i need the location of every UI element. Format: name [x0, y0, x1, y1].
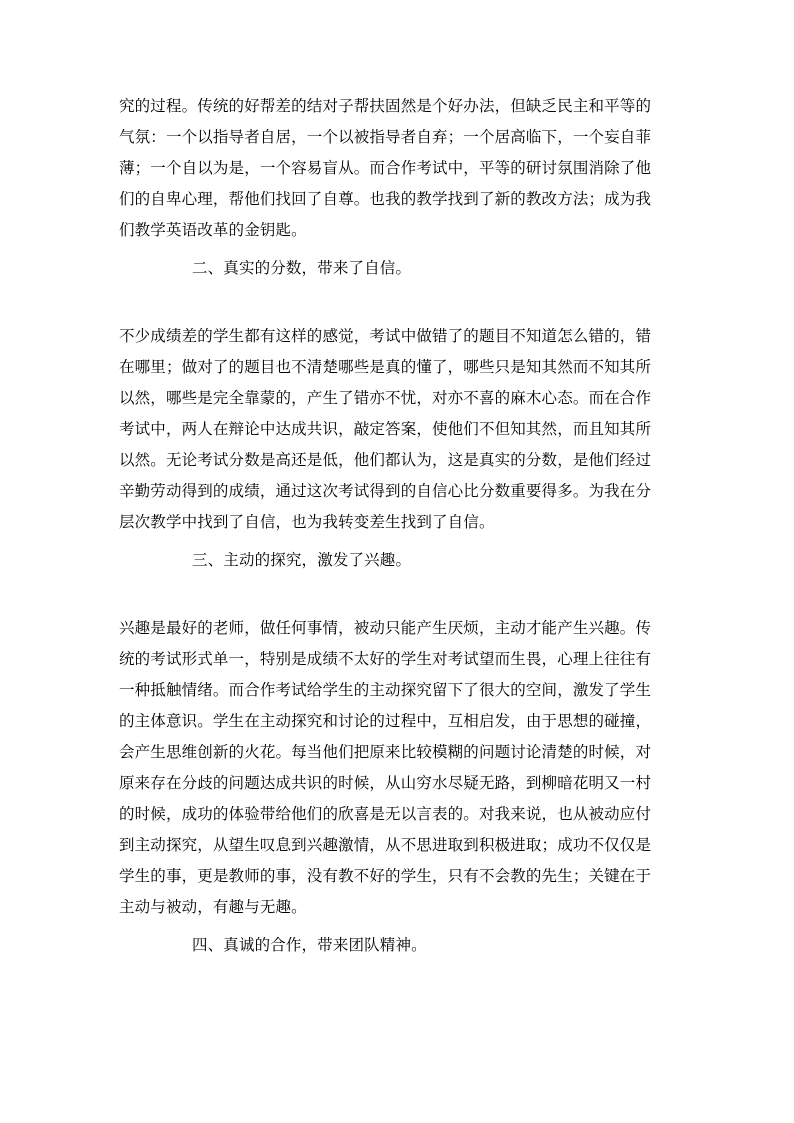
- section-heading-2: 二、真实的分数，带来了自信。: [192, 259, 412, 277]
- section-heading-4: 四、真诚的合作，带来团队精神。: [192, 936, 427, 954]
- paragraph-line: 学生的事，更是教师的事，没有教不好的学生，只有不会教的先生；关键在于: [119, 867, 652, 885]
- paragraph-line: 以然，哪些是完全靠蒙的，产生了错亦不忧，对亦不喜的麻木心态。而在合作: [119, 389, 652, 407]
- paragraph-line: 究的过程。传统的好帮差的结对子帮扶固然是个好办法，但缺乏民主和平等的: [119, 97, 652, 115]
- paragraph-line: 们教学英语改革的金钥匙。: [119, 221, 307, 239]
- paragraph-line: 兴趣是最好的老师，做任何事情，被动只能产生厌烦，主动才能产生兴趣。传: [119, 619, 652, 637]
- paragraph-line: 不少成绩差的学生都有这样的感觉，考试中做错了的题目不知道怎么错的，错: [119, 327, 652, 345]
- paragraph-line: 薄；一个自以为是，一个容易盲从。而合作考试中，平等的研讨氛围消除了他: [119, 159, 652, 177]
- paragraph-line: 气氛：一个以指导者自居，一个以被指导者自弃；一个居高临下，一个妄自菲: [119, 128, 652, 146]
- paragraph-line: 在哪里；做对了的题目也不清楚哪些是真的懂了，哪些只是知其然而不知其所: [119, 358, 652, 376]
- section-heading-3: 三、主动的探究，激发了兴趣。: [192, 551, 412, 569]
- paragraph-line: 原来存在分歧的问题达成共识的时候，从山穷水尽疑无路，到柳暗花明又一村: [119, 774, 652, 792]
- paragraph-line: 的时候，成功的体验带给他们的欣喜是无以言表的。对我来说，也从被动应付: [119, 805, 652, 823]
- paragraph-line: 统的考试形式单一，特别是成绩不太好的学生对考试望而生畏，心理上往往有: [119, 650, 652, 668]
- paragraph-line: 的主体意识。学生在主动探究和讨论的过程中，互相启发，由于思想的碰撞，: [119, 712, 652, 730]
- paragraph-line: 辛勤劳动得到的成绩，通过这次考试得到的自信心比分数重要得多。为我在分: [119, 482, 652, 500]
- paragraph-line: 层次教学中找到了自信，也为我转变差生找到了自信。: [119, 513, 495, 531]
- paragraph-line: 会产生思维创新的火花。每当他们把原来比较模糊的问题讨论清楚的时候，对: [119, 743, 652, 761]
- paragraph-line: 一种抵触情绪。而合作考试给学生的主动探究留下了很大的空间，激发了学生: [119, 681, 652, 699]
- paragraph-line: 们的自卑心理，帮他们找回了自尊。也我的教学找到了新的教改方法；成为我: [119, 190, 652, 208]
- paragraph-line: 到主动探究，从望生叹息到兴趣激情，从不思进取到积极进取；成功不仅仅是: [119, 836, 652, 854]
- paragraph-line: 以然。无论考试分数是高还是低，他们都认为，这是真实的分数，是他们经过: [119, 451, 652, 469]
- paragraph-line: 主动与被动，有趣与无趣。: [119, 898, 307, 916]
- paragraph-line: 考试中，两人在辩论中达成共识，敲定答案，使他们不但知其然，而且知其所: [119, 420, 652, 438]
